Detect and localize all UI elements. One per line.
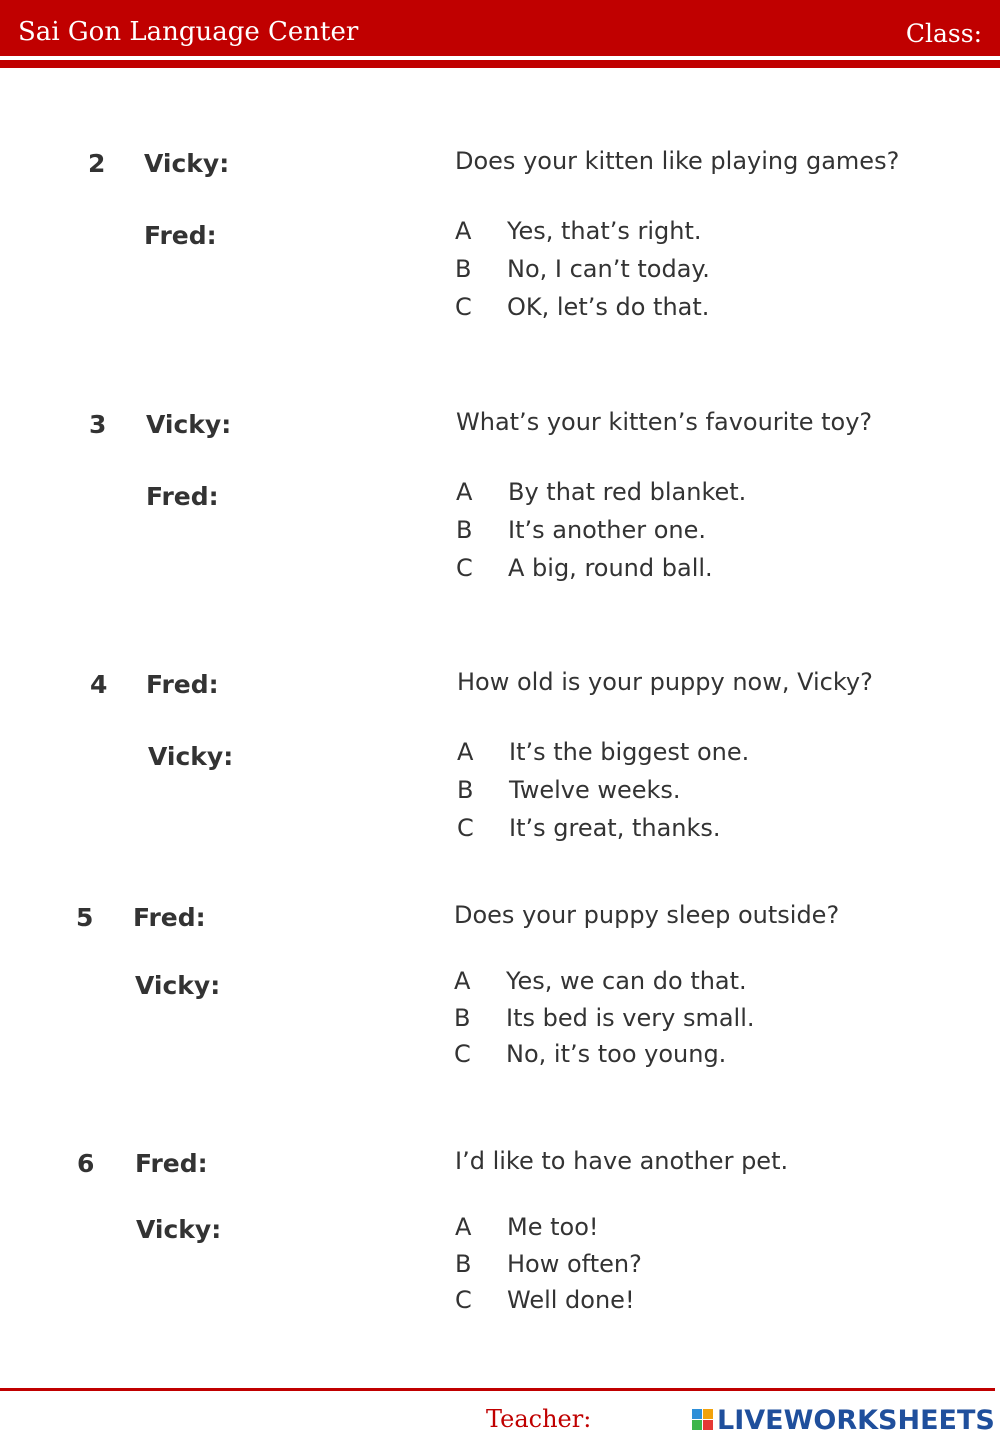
asker-name: Fred: <box>133 903 206 932</box>
footer-divider <box>0 1388 995 1391</box>
option-a[interactable] <box>454 967 747 1001</box>
option-text: Its bed is very small. <box>506 1004 755 1032</box>
liveworksheets-icon <box>692 1409 714 1431</box>
option-text: No, it’s too young. <box>506 1040 727 1068</box>
option-letter: A <box>457 738 474 766</box>
question-prompt: I’d like to have another pet. <box>455 1147 789 1175</box>
option-text: No, I can’t today. <box>507 255 710 283</box>
option-c[interactable] <box>457 814 721 848</box>
option-a[interactable] <box>455 217 702 251</box>
asker-name: Vicky: <box>144 149 230 178</box>
question-2 <box>0 147 1000 347</box>
teacher-label: Teacher: <box>486 1405 592 1433</box>
option-letter: B <box>454 1004 471 1032</box>
question-number: 5 <box>76 903 94 932</box>
center-name: Sai Gon Language Center <box>18 17 359 47</box>
option-b[interactable] <box>457 776 681 810</box>
responder-name: Vicky: <box>136 1215 222 1244</box>
option-letter: B <box>455 255 472 283</box>
question-prompt: Does your kitten like playing games? <box>455 147 900 175</box>
option-text: Well done! <box>507 1286 635 1314</box>
option-b[interactable] <box>455 255 710 289</box>
question-prompt: How old is your puppy now, Vicky? <box>457 668 873 696</box>
question-number: 3 <box>89 410 107 439</box>
header-divider <box>0 60 1000 68</box>
option-letter: B <box>455 1250 472 1278</box>
option-letter: C <box>456 554 473 582</box>
option-text: It’s the biggest one. <box>509 738 750 766</box>
option-text: It’s another one. <box>508 516 707 544</box>
option-text: How often? <box>507 1250 642 1278</box>
option-b[interactable] <box>455 1250 642 1284</box>
option-text: OK, let’s do that. <box>507 293 710 321</box>
option-text: It’s great, thanks. <box>509 814 721 842</box>
option-text: Yes, that’s right. <box>507 217 702 245</box>
option-letter: C <box>454 1040 471 1068</box>
brand-name: LIVEWORKSHEETS <box>717 1404 995 1436</box>
option-letter: C <box>457 814 474 842</box>
option-a[interactable] <box>456 478 746 512</box>
question-prompt: Does your puppy sleep outside? <box>454 901 840 929</box>
option-c[interactable] <box>454 1040 726 1074</box>
question-4 <box>0 668 1000 868</box>
responder-name: Fred: <box>144 221 217 250</box>
option-b[interactable] <box>454 1004 755 1038</box>
responder-name: Fred: <box>146 482 219 511</box>
option-a[interactable] <box>455 1213 599 1247</box>
option-c[interactable] <box>456 554 713 588</box>
option-b[interactable] <box>456 516 706 550</box>
option-text: Twelve weeks. <box>509 776 681 804</box>
responder-name: Vicky: <box>135 971 221 1000</box>
option-text: By that red blanket. <box>508 478 747 506</box>
option-letter: C <box>455 293 472 321</box>
option-letter: B <box>457 776 474 804</box>
question-prompt: What’s your kitten’s favourite toy? <box>456 408 873 436</box>
asker-name: Fred: <box>146 670 219 699</box>
question-number: 2 <box>88 149 106 178</box>
option-c[interactable] <box>455 1286 635 1320</box>
option-text: A big, round ball. <box>508 554 713 582</box>
option-letter: A <box>455 1213 472 1241</box>
option-c[interactable] <box>455 293 709 327</box>
class-label: Class: <box>905 19 982 48</box>
liveworksheets-logo[interactable] <box>692 1402 995 1438</box>
asker-name: Fred: <box>135 1149 208 1178</box>
option-letter: A <box>454 967 471 995</box>
question-6 <box>0 1147 1000 1347</box>
option-text: Me too! <box>507 1213 599 1241</box>
option-a[interactable] <box>457 738 749 772</box>
option-letter: C <box>455 1286 472 1314</box>
question-number: 6 <box>77 1149 95 1178</box>
option-letter: A <box>456 478 473 506</box>
question-number: 4 <box>90 670 108 699</box>
responder-name: Vicky: <box>148 742 234 771</box>
header-bar <box>0 0 1000 56</box>
option-letter: A <box>455 217 472 245</box>
question-3 <box>0 408 1000 608</box>
option-text: Yes, we can do that. <box>506 967 747 995</box>
question-5 <box>0 901 1000 1101</box>
option-letter: B <box>456 516 473 544</box>
asker-name: Vicky: <box>146 410 232 439</box>
